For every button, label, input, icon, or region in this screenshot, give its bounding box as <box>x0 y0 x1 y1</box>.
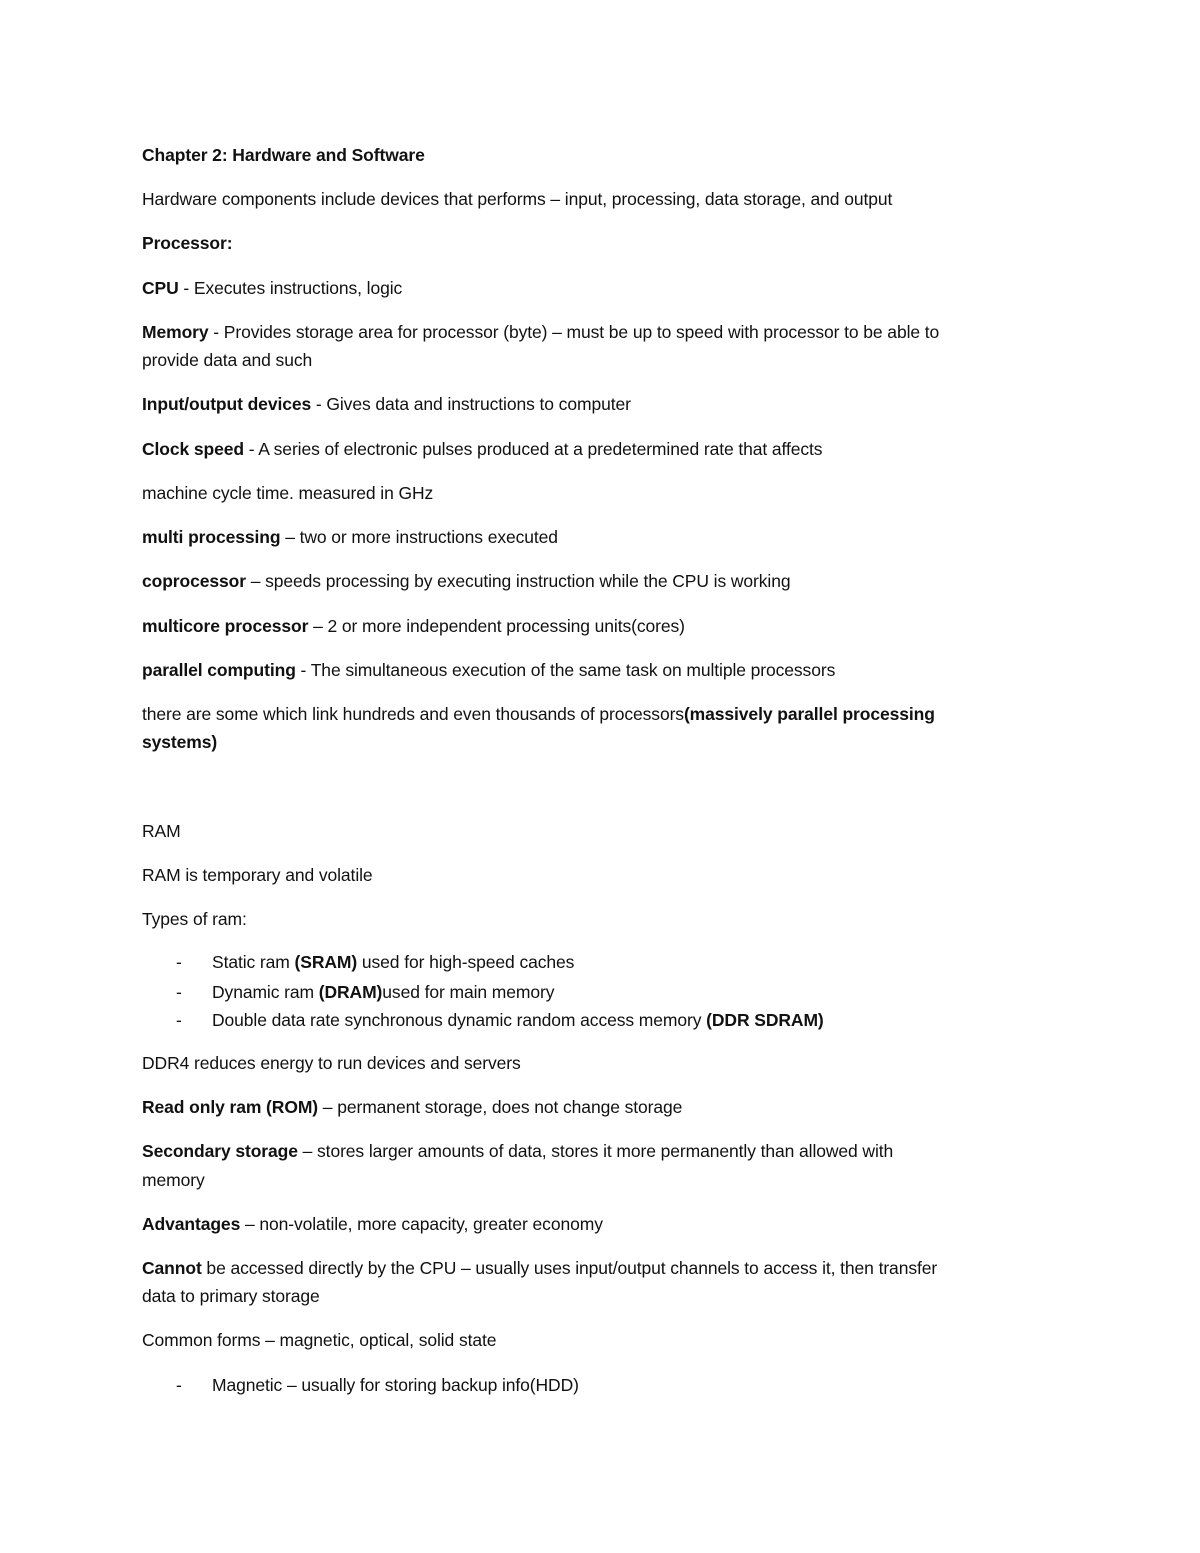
dash-bullet: - <box>176 1010 182 1030</box>
memory-definition-cont: provide data and such <box>142 350 313 370</box>
ram-types-heading: Types of ram: <box>142 909 247 929</box>
ram-temporary-text: RAM is temporary and volatile <box>142 865 373 885</box>
ram-heading: RAM <box>142 821 181 841</box>
dash-bullet: - <box>176 982 182 1002</box>
intro-text: Hardware components include devices that performs – input, processing, data storage, and output <box>142 189 893 209</box>
clock-speed-definition: Clock speed - A series of electronic pulses produced at a predetermined rate that affects <box>142 439 823 459</box>
chapter-title: Chapter 2: Hardware and Software <box>142 145 425 165</box>
common-forms-text: Common forms – magnetic, optical, solid state <box>142 1330 497 1350</box>
secondary-storage-definition: Secondary storage – stores larger amounts of data, stores it more permanently than allowed with <box>142 1141 894 1161</box>
document-page: Chapter 2: Hardware and Software Hardware components include devices that performs – input, processing, data storage, and output Processor: CPU - Executes instructions, logic Memory - Provides storage area for processor (byte) – must be up to speed with processor to be able to provide data and such Input/output devices - Gives data and instructions to computer Clock speed - A series of electronic pulses produced at a predetermined rate that affects machine cycle time. measured in GHz multi processing – two or more instructions executed coprocessor – speeds processing by executing instruction while the CPU is working multicore processor – 2 or more independent processing units(cores) parallel computing - The simultaneous execution of the same task on multiple processors there are some which link hundreds and even thousands of processors(massively parallel processing systems) RAM RAM is temporary and volatile Types of ram: - Static ram (SRAM) used for high-speed caches - Dynamic ram (DRAM)used for main memory - Double data rate synchronous dynamic random access memory (DDR SDRAM) DDR4 reduces energy to run devices and servers Read only ram (ROM) – permanent storage, does not change storage Secondary storage – stores larger amounts of data, stores it more permanently than allowed with memory Advantages – non-volatile, more capacity, greater economy Cannot be accessed directly by the CPU – usually uses input/output channels to access it, then transfer data to primary storage Common forms – magnetic, optical, solid state - Magnetic – usually for storing backup info(HDD) <box>0 0 1200 1553</box>
multicore-definition: multicore processor – 2 or more independent processing units(cores) <box>142 616 685 636</box>
cpu-definition: CPU - Executes instructions, logic <box>142 278 403 298</box>
secondary-storage-cont: memory <box>142 1170 205 1190</box>
processor-heading: Processor: <box>142 233 233 253</box>
parallel-computing-definition: parallel computing - The simultaneous execution of the same task on multiple processors <box>142 660 836 680</box>
cannot-access-text: Cannot be accessed directly by the CPU – usually uses input/output channels to access it, then transfer <box>142 1258 938 1278</box>
clock-speed-cont: machine cycle time. measured in GHz <box>142 483 434 503</box>
dash-bullet: - <box>176 1375 182 1395</box>
multi-processing-definition: multi processing – two or more instructions executed <box>142 527 558 547</box>
ddr4-text: DDR4 reduces energy to run devices and servers <box>142 1053 521 1073</box>
memory-definition: Memory - Provides storage area for processor (byte) – must be up to speed with processor to be able to <box>142 322 940 342</box>
cannot-access-cont: data to primary storage <box>142 1286 320 1306</box>
io-definition: Input/output devices - Gives data and instructions to computer <box>142 394 631 414</box>
rom-definition: Read only ram (ROM) – permanent storage, does not change storage <box>142 1097 683 1117</box>
advantages-definition: Advantages – non-volatile, more capacity, greater economy <box>142 1214 603 1234</box>
dash-bullet: - <box>176 952 182 972</box>
massively-parallel-note: there are some which link hundreds and even thousands of processors(massively parallel processing <box>142 704 935 724</box>
coprocessor-definition: coprocessor – speeds processing by executing instruction while the CPU is working <box>142 571 791 591</box>
massively-parallel-note-cont: systems) <box>142 732 218 752</box>
